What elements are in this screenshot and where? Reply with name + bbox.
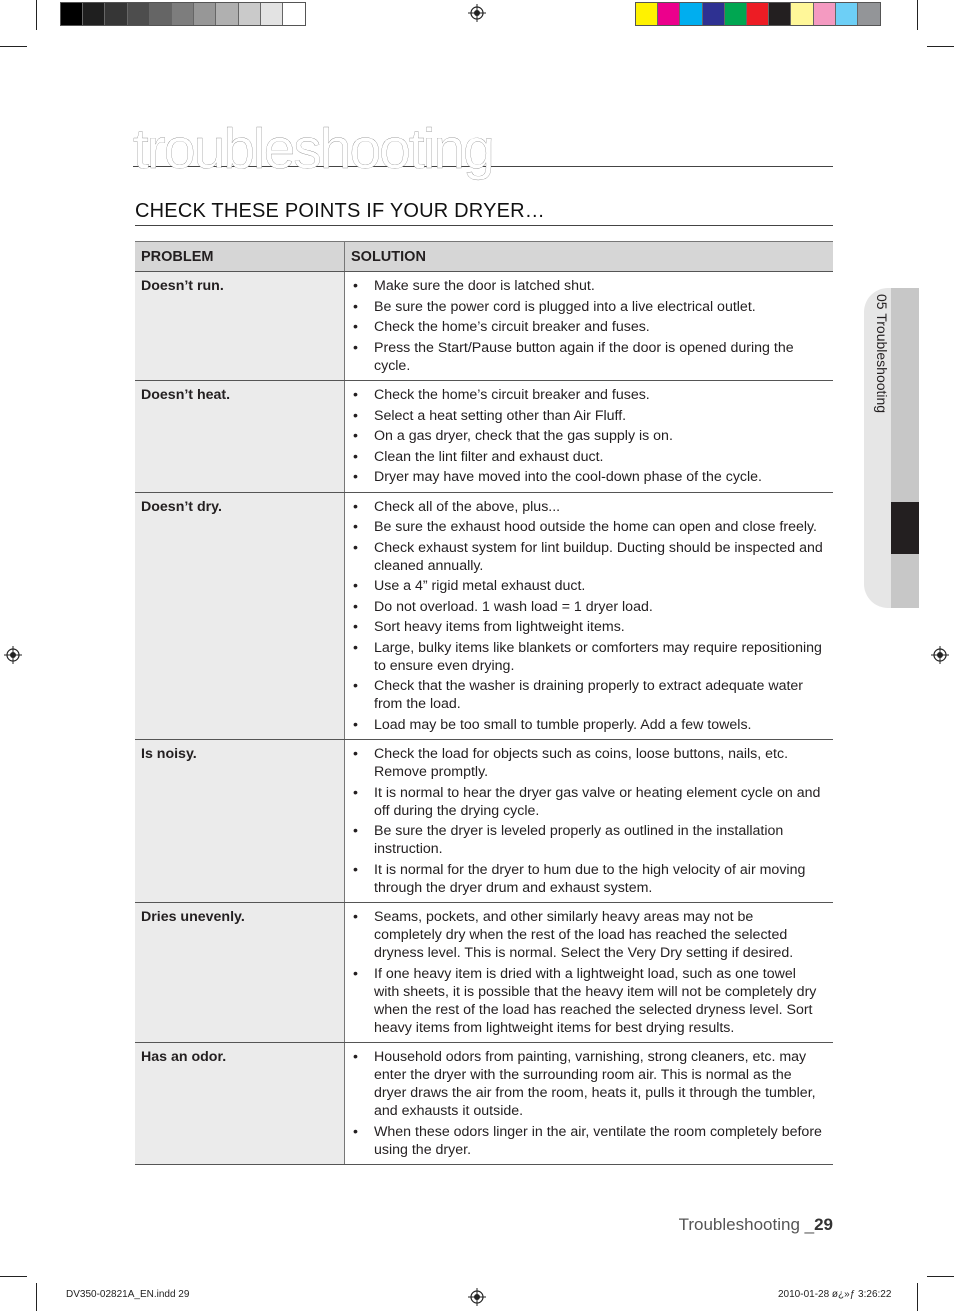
solution-item: • Dryer may have moved into the cool-down phase of the cycle. xyxy=(351,468,825,486)
page-footer xyxy=(679,1215,833,1235)
footer-section-name: Troubleshooting _ xyxy=(678,1215,815,1234)
troubleshooting-table xyxy=(135,241,833,1165)
table-row xyxy=(135,1043,833,1165)
color-swatch xyxy=(105,3,127,25)
crop-mark xyxy=(36,1283,37,1311)
color-swatch xyxy=(61,3,83,25)
registration-mark-icon xyxy=(468,1288,486,1306)
solution-cell xyxy=(345,740,834,903)
solution-item: • It is normal for the dryer to hum due to the high velocity of air moving through the dryer drum and exhaust system. xyxy=(351,861,825,897)
color-swatch xyxy=(725,3,747,25)
color-swatch xyxy=(261,3,283,25)
gray-color-bar xyxy=(60,2,306,26)
solution-item: • Clean the lint filter and exhaust duct. xyxy=(351,448,825,466)
solution-item: • Check the load for objects such as coins, loose buttons, nails, etc. Remove promptly. xyxy=(351,745,825,781)
solution-cell xyxy=(345,492,834,740)
color-swatch xyxy=(128,3,150,25)
table-row xyxy=(135,381,833,493)
problem-cell: Has an odor. xyxy=(135,1043,345,1165)
color-swatch xyxy=(858,3,880,25)
color-swatch xyxy=(172,3,194,25)
solution-item: • Seams, pockets, and other similarly heavy areas may not be completely dry when the rest of the load has reached the selected dryness level. This is normal. Select the Very Dry setting if desired. xyxy=(351,908,825,962)
solution-item: • Check the home’s circuit breaker and fuses. xyxy=(351,386,825,404)
table-row xyxy=(135,903,833,1043)
solution-cell xyxy=(345,381,834,493)
problem-cell: Is noisy. xyxy=(135,740,345,903)
crop-mark xyxy=(927,1276,954,1277)
solution-item: • When these odors linger in the air, ventilate the room completely before using the dryer. xyxy=(351,1123,825,1159)
problem-cell: Dries unevenly. xyxy=(135,903,345,1043)
color-swatch xyxy=(150,3,172,25)
solution-list xyxy=(351,277,825,375)
chapter-tab-label: 05 Troubleshooting xyxy=(874,294,890,414)
color-swatch xyxy=(283,3,305,25)
color-swatch xyxy=(194,3,216,25)
print-slug-timestamp: 2010-01-28 ø¿»ƒ 3:26:22 xyxy=(778,1289,892,1300)
registration-mark-icon xyxy=(4,646,22,664)
table-row xyxy=(135,740,833,903)
chapter-side-tab xyxy=(864,288,919,608)
crop-mark xyxy=(917,1283,918,1311)
color-swatch xyxy=(239,3,261,25)
solution-cell xyxy=(345,272,834,381)
color-swatch xyxy=(747,3,769,25)
crop-mark xyxy=(36,0,37,30)
solution-item: • On a gas dryer, check that the gas supply is on. xyxy=(351,427,825,445)
crop-mark xyxy=(0,1276,27,1277)
color-swatch xyxy=(636,3,658,25)
chapter-tab-strip xyxy=(891,288,919,608)
solution-item: • Be sure the exhaust hood outside the home can open and close freely. xyxy=(351,518,825,536)
solution-list xyxy=(351,745,825,897)
solution-list xyxy=(351,908,825,1037)
solution-item: • If one heavy item is dried with a lightweight load, such as one towel with sheets, it is possible that the heavy item will not be completely dry when the rest of the load has reached the selected dryness level. Sort heavy items from lightweight items for best drying results. xyxy=(351,965,825,1037)
page-title: troubleshooting xyxy=(133,108,833,167)
solution-item: • It is normal to hear the dryer gas valve or heating element cycle on and off during the drying cycle. xyxy=(351,784,825,820)
solution-item: • Press the Start/Pause button again if the door is opened during the cycle. xyxy=(351,339,825,375)
crop-mark xyxy=(0,46,27,47)
solution-item: • Check all of the above, plus... xyxy=(351,498,825,516)
solution-list xyxy=(351,498,825,734)
page-number: 29 xyxy=(814,1215,833,1234)
solution-item: • Check that the washer is draining properly to extract adequate water from the load. xyxy=(351,677,825,713)
section-heading: CHECK THESE POINTS IF YOUR DRYER… xyxy=(135,200,833,226)
solution-item: • Make sure the door is latched shut. xyxy=(351,277,825,295)
print-slug-filename: DV350-02821A_EN.indd 29 xyxy=(66,1289,190,1300)
table-row xyxy=(135,492,833,740)
color-swatch xyxy=(703,3,725,25)
color-swatch xyxy=(83,3,105,25)
solution-item: • Check exhaust system for lint buildup. Ducting should be inspected and cleaned annually. xyxy=(351,539,825,575)
solution-item: • Load may be too small to tumble properly. Add a few towels. xyxy=(351,716,825,734)
solution-item: • Be sure the power cord is plugged into a live electrical outlet. xyxy=(351,298,825,316)
chapter-tab-marker xyxy=(891,502,919,554)
registration-mark-icon xyxy=(468,4,486,22)
color-swatch xyxy=(769,3,791,25)
solution-column-header: SOLUTION xyxy=(345,242,834,272)
problem-cell: Doesn’t run. xyxy=(135,272,345,381)
color-swatch xyxy=(216,3,238,25)
registration-mark-icon xyxy=(931,646,949,664)
crop-mark xyxy=(927,46,954,47)
solution-item: • Household odors from painting, varnishing, strong cleaners, etc. may enter the dryer with the surrounding room air. This is normal as the dryer draws the air from the room, heats it, pulls it through the tumbler, and exhausts it outside. xyxy=(351,1048,825,1120)
solution-cell xyxy=(345,1043,834,1165)
solution-list xyxy=(351,386,825,486)
solution-cell xyxy=(345,903,834,1043)
process-color-bar xyxy=(635,2,881,26)
solution-item: • Do not overload. 1 wash load = 1 dryer load. xyxy=(351,598,825,616)
problem-cell: Doesn’t heat. xyxy=(135,381,345,493)
color-swatch xyxy=(791,3,813,25)
table-row xyxy=(135,272,833,381)
color-swatch xyxy=(658,3,680,25)
problem-column-header: PROBLEM xyxy=(135,242,345,272)
solution-item: • Select a heat setting other than Air Fluff. xyxy=(351,407,825,425)
solution-item: • Use a 4” rigid metal exhaust duct. xyxy=(351,577,825,595)
color-swatch xyxy=(836,3,858,25)
color-swatch xyxy=(680,3,702,25)
solution-item: • Check the home’s circuit breaker and fuses. xyxy=(351,318,825,336)
solution-item: • Sort heavy items from lightweight items. xyxy=(351,618,825,636)
solution-item: • Be sure the dryer is leveled properly as outlined in the installation instruction. xyxy=(351,822,825,858)
problem-cell: Doesn’t dry. xyxy=(135,492,345,740)
crop-mark xyxy=(917,0,918,30)
color-swatch xyxy=(814,3,836,25)
solution-list xyxy=(351,1048,825,1159)
table-header-row xyxy=(135,242,833,272)
solution-item: • Large, bulky items like blankets or comforters may require repositioning to ensure even drying. xyxy=(351,639,825,675)
